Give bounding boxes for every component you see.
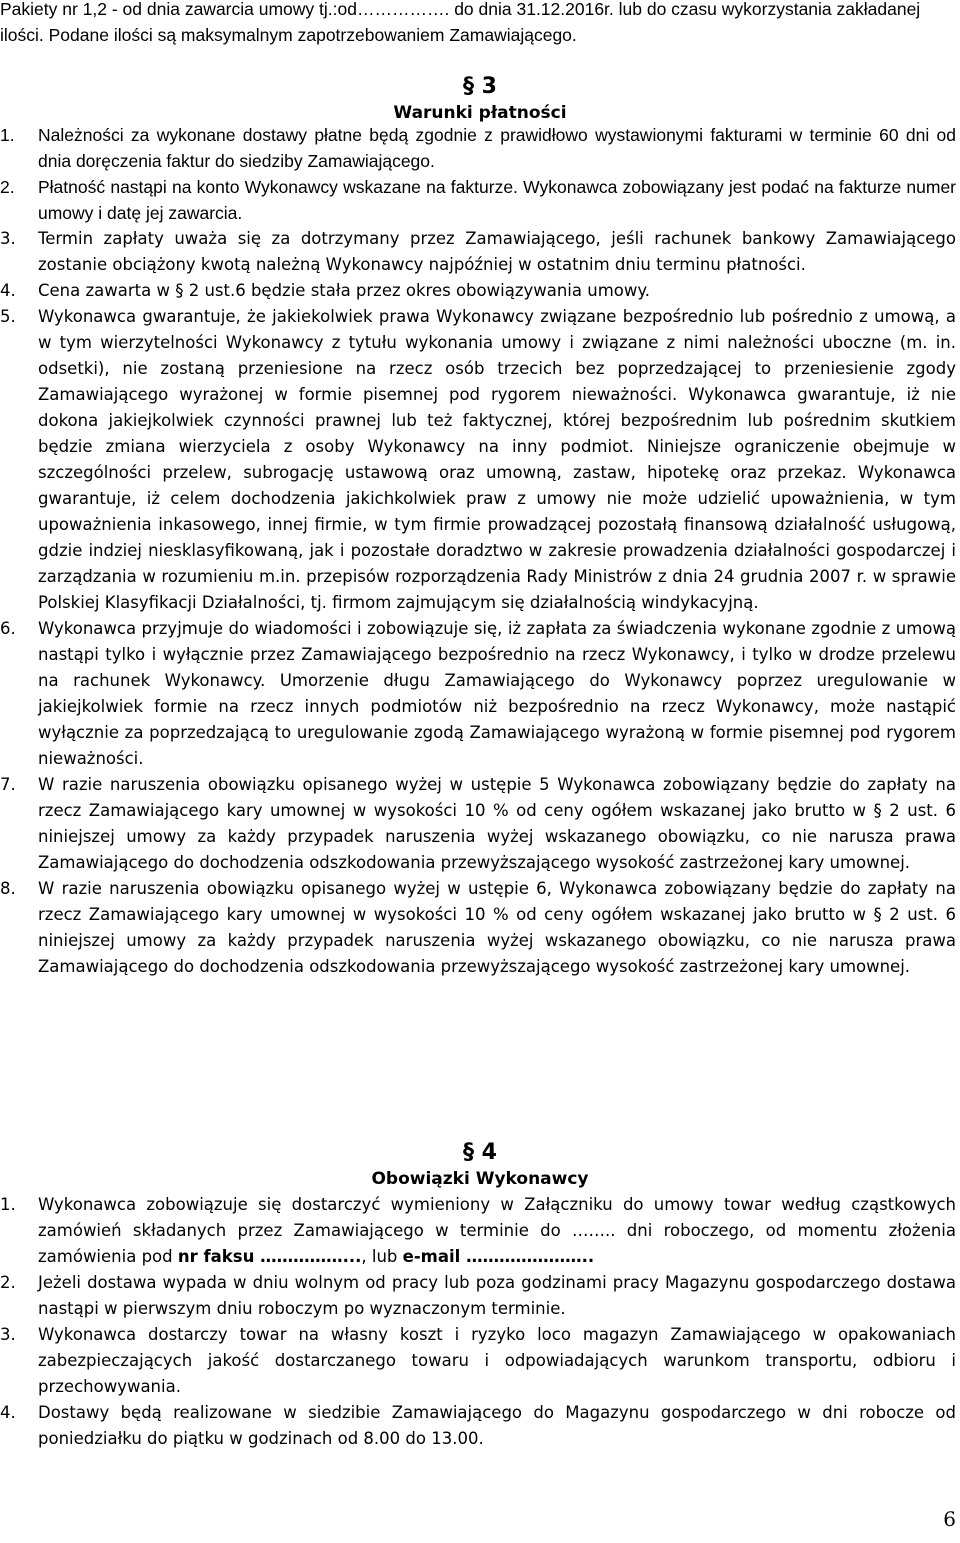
page-number: 6 — [943, 1507, 956, 1531]
section-4-title: Obowiązki Wykonawcy — [371, 1169, 589, 1189]
item-number: 2. — [0, 177, 15, 197]
section-3-heading — [0, 74, 960, 126]
section-3-list — [0, 122, 956, 980]
section-3-symbol: § 3 — [463, 74, 497, 99]
item-text: Dostawy będą realizowane w siedzibie Zamawiającego do Magazynu gospodarczego w dni robocze od poniedziałku do piątku w godzinach od 8.00 do 13.00. — [38, 1403, 956, 1448]
item-text: Wykonawca dostarczy towar na własny koszt i ryzyko loco magazyn Zamawiającego w opakowaniach zabezpieczających jakość dostarczanego towaru i odpowiadających warunkom transportu, odbioru i przechowywania. — [38, 1325, 956, 1396]
list-item — [0, 1192, 956, 1270]
item-number: 4. — [0, 281, 16, 300]
list-item — [0, 1400, 956, 1452]
item-text: Należności za wykonane dostawy płatne będą zgodnie z prawidłowo wystawionymi fakturami w terminie 60 dni od dnia doręczenia faktur do siedziby Zamawiającego. — [38, 125, 956, 171]
list-item — [0, 616, 956, 772]
list-item — [0, 876, 956, 980]
item-number: 5. — [0, 307, 16, 326]
item-text: Cena zawarta w § 2 ust.6 będzie stała przez okres obowiązywania umowy. — [38, 281, 651, 300]
item-number: 8. — [0, 879, 16, 898]
item-number: 7. — [0, 775, 16, 794]
section-4-symbol: § 4 — [463, 1140, 497, 1165]
intro-paragraph: Pakiety nr 1,2 - od dnia zawarcia umowy tj.:od……………. do dnia 31.12.2016r. lub do czasu wykorzystania zakładanej ilości. Podane ilości są maksymalnym zapotrzebowaniem Zamawiającego. — [0, 0, 921, 45]
item-number: 6. — [0, 619, 16, 638]
item-number: 3. — [0, 1325, 16, 1344]
list-item — [0, 304, 956, 616]
list-item — [0, 772, 956, 876]
list-item — [0, 226, 956, 278]
item-number: 1. — [0, 1195, 16, 1214]
item-text: Termin zapłaty uważa się za dotrzymany przez Zamawiającego, jeśli rachunek bankowy Zamawiającego zostanie obciążony kwotą należną Wykonawcy najpóźniej w ostatnim dniu terminu płatności. — [38, 229, 956, 274]
section-4-heading — [0, 1140, 960, 1192]
item-text: Wykonawca zobowiązuje się dostarczyć wymieniony w Załączniku do umowy towar według cząstkowych zamówień składanych przez Zamawiającego w terminie do …….. dni roboczego, od momentu złożenia zamówienia pod — [38, 1195, 956, 1266]
section-3-title: Warunki płatności — [393, 103, 567, 123]
item-text-join: , lub — [361, 1247, 403, 1266]
list-item — [0, 1322, 956, 1400]
item-text: Jeżeli dostawa wypada w dniu wolnym od pracy lub poza godzinami pracy Magazynu gospodarczego dostawa nastąpi w pierwszym dniu roboczym po wyznaczonym terminie. — [38, 1273, 956, 1318]
item-number: 1. — [0, 125, 15, 145]
list-item — [0, 278, 956, 304]
item-text: Wykonawca gwarantuje, że jakiekolwiek prawa Wykonawcy związane bezpośrednio lub pośrednio z umową, a w tym wierzytelności Wykonawcy z tytułu wykonania umowy i związane z nimi należności uboczne (m. in. odsetki), nie zostaną przeniesione na rzecz osób trzecich bez poprzedzającej to przeniesienie zgody Zamawiającego wyrażonej w formie pisemnej pod rygorem nieważności. Wykonawca gwarantuje, iż nie dokona jakiejkolwiek czynności prawnej lub też faktycznej, której bezpośrednim lub pośrednim skutkiem będzie zmiana wierzyciela z osoby Wykonawcy na inny podmiot. Niniejsze ograniczenie obejmuje w szczególności przelew, subrogację ustawową oraz umowną, zastaw, hipotekę oraz przekaz. Wykonawca gwarantuje, iż celem dochodzenia jakichkolwiek praw z umowy nie może udzielić upoważnienia, w tym upoważnienia inkasowego, innej firmie, w tym firmie prowadzącej pozostałą finansową działalność usługową, gdzie indziej niesklasyfikowaną, jak i pozostałe doradztwo w zakresie prowadzenia działalności gospodarczej i zarządzania w rozumieniu m.in. przepisów rozporządzenia Rady Ministrów z dnia 24 grudnia 2007 r. w sprawie Polskiej Klasyfikacji Działalności, tj. firmom zajmującym się działalnością windykacyjną. — [38, 307, 956, 612]
item-text: W razie naruszenia obowiązku opisanego wyżej w ustępie 5 Wykonawca zobowiązany będzie do zapłaty na rzecz Zamawiającego kary umownej w wysokości 10 % od ceny ogółem wskazanej jako brutto w § 2 ust. 6 niniejszej umowy za każdy przypadek naruszenia wyżej wskazanego obowiązku, co nie narusza prawa Zamawiającego do dochodzenia odszkodowania przewyższającego wysokość zastrzeżonej kary umownej. — [38, 775, 956, 872]
email-field: e-mail ………………….. — [402, 1247, 595, 1266]
item-number: 4. — [0, 1403, 16, 1422]
item-text: Wykonawca przyjmuje do wiadomości i zobowiązuje się, iż zapłata za świadczenia wykonane zgodnie z umową nastąpi tylko i wyłącznie przez Zamawiającego bezpośrednio na rzecz Wykonawcy, i tylko w drodze przelewu na rachunek Wykonawcy. Umorzenie długu Zamawiającego do Wykonawcy poprzez uregulowanie w jakiejkolwiek formie na rzecz innych podmiotów niż bezpośrednio na rzecz Wykonawcy, może nastąpić wyłącznie za poprzedzającą to uregulowanie zgodą Zamawiającego wyrażoną w formie pisemnej pod rygorem nieważności. — [38, 619, 956, 768]
item-text: Płatność nastąpi na konto Wykonawcy wskazane na fakturze. Wykonawca zobowiązany jest podać na fakturze numer umowy i datę jej zawarcia. — [38, 177, 956, 223]
item-text: W razie naruszenia obowiązku opisanego wyżej w ustępie 6, Wykonawca zobowiązany będzie do zapłaty na rzecz Zamawiającego kary umownej w wysokości 10 % od ceny ogółem wskazanej jako brutto w § 2 ust. 6 niniejszej umowy za każdy przypadek naruszenia wyżej wskazanego obowiązku, co nie narusza prawa Zamawiającego do dochodzenia odszkodowania przewyższającego wysokość zastrzeżonej kary umownej. — [38, 879, 956, 976]
list-item — [0, 122, 956, 174]
fax-number-field: nr faksu ……………... — [177, 1247, 362, 1266]
item-number: 3. — [0, 229, 16, 248]
list-item — [0, 1270, 956, 1322]
list-item — [0, 174, 956, 226]
item-number: 2. — [0, 1273, 16, 1292]
section-4-list — [0, 1192, 956, 1452]
